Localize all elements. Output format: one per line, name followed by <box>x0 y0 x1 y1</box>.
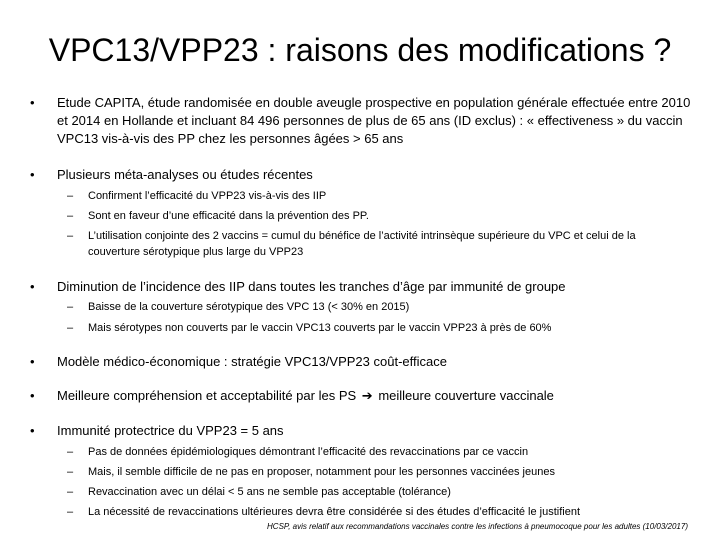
sub-marker: – <box>67 230 74 242</box>
sub-marker: – <box>67 466 74 478</box>
sub-marker: – <box>67 190 74 202</box>
sub-item: Baisse de la couverture sérotypique des VPC 13 (< 30% en 2015) <box>88 301 410 313</box>
bullet-text-meta-analyses: Plusieurs méta-analyses ou études récentes <box>57 167 313 182</box>
sub-item: Mais, il semble difficile de ne pas en proposer, notamment pour les personnes vaccinées jeunes <box>88 466 555 478</box>
bullet-text-comprehension <box>57 387 697 405</box>
bullet-text-after: meilleure couverture vaccinale <box>378 388 554 403</box>
sub-marker: – <box>67 486 74 498</box>
sub-item: Mais sérotypes non couverts par le vaccin VPC13 couverts par le vaccin VPP23 à près de 60% <box>88 322 552 334</box>
page-title: VPC13/VPP23 : raisons des modifications ? <box>48 32 672 68</box>
right-arrow-icon: ➔ <box>361 388 373 403</box>
bullet-text-before: Meilleure compréhension et acceptabilité par les PS <box>57 388 357 403</box>
bullet-text-incidence: Diminution de l’incidence des IIP dans toutes les tranches d’âge par immunité de groupe <box>57 279 566 294</box>
bullet-marker: • <box>30 388 35 403</box>
bullet-text-medico-economique: Modèle médico-économique : stratégie VPC13/VPP23 coût-efficace <box>57 354 447 369</box>
bullet-marker: • <box>30 423 35 438</box>
sub-item: L’utilisation conjointe des 2 vaccins = cumul du bénéfice de l’activité intrinsèque supérieure du VPC et celui de la couverture sérotypique plus large du VPP23 <box>88 230 636 258</box>
sub-marker: – <box>67 446 74 458</box>
sub-item: La nécessité de revaccinations ultérieures devra être considérée si des études d’efficacité le justifient <box>88 506 581 518</box>
bullet-text-immunite: Immunité protectrice du VPP23 = 5 ans <box>57 423 284 438</box>
sub-marker: – <box>67 301 74 313</box>
sub-marker: – <box>67 322 74 334</box>
sub-marker: – <box>67 210 74 222</box>
bullet-marker: • <box>30 279 35 294</box>
bullet-marker: • <box>30 95 35 110</box>
bullet-marker: • <box>30 354 35 369</box>
bullet-text-capita: Etude CAPITA, étude randomisée en double aveugle prospective en population générale effectuée entre 2010 et 2014 en Hollande et incluant 84 496 personnes de plus de 65 ans (ID exclus) : « effectiveness » du vaccin VPC13 vis-à-vis des PP chez les personnes âgées > 65 ans <box>57 95 691 146</box>
sub-item: Sont en faveur d’une efficacité dans la prévention des PP. <box>88 210 369 222</box>
sub-item: Pas de données épidémiologiques démontrant l’efficacité des revaccinations par ce vaccin <box>88 446 529 458</box>
source-citation: HCSP, avis relatif aux recommandations vaccinales contre les infections à pneumocoque pour les adultes (10/03/2017) <box>267 522 688 531</box>
sub-item: Revaccination avec un délai < 5 ans ne semble pas acceptable (tolérance) <box>88 486 451 498</box>
sub-marker: – <box>67 506 74 518</box>
sub-item: Confirment l’efficacité du VPP23 vis-à-vis des IIP <box>88 190 327 202</box>
bullet-marker: • <box>30 167 35 182</box>
